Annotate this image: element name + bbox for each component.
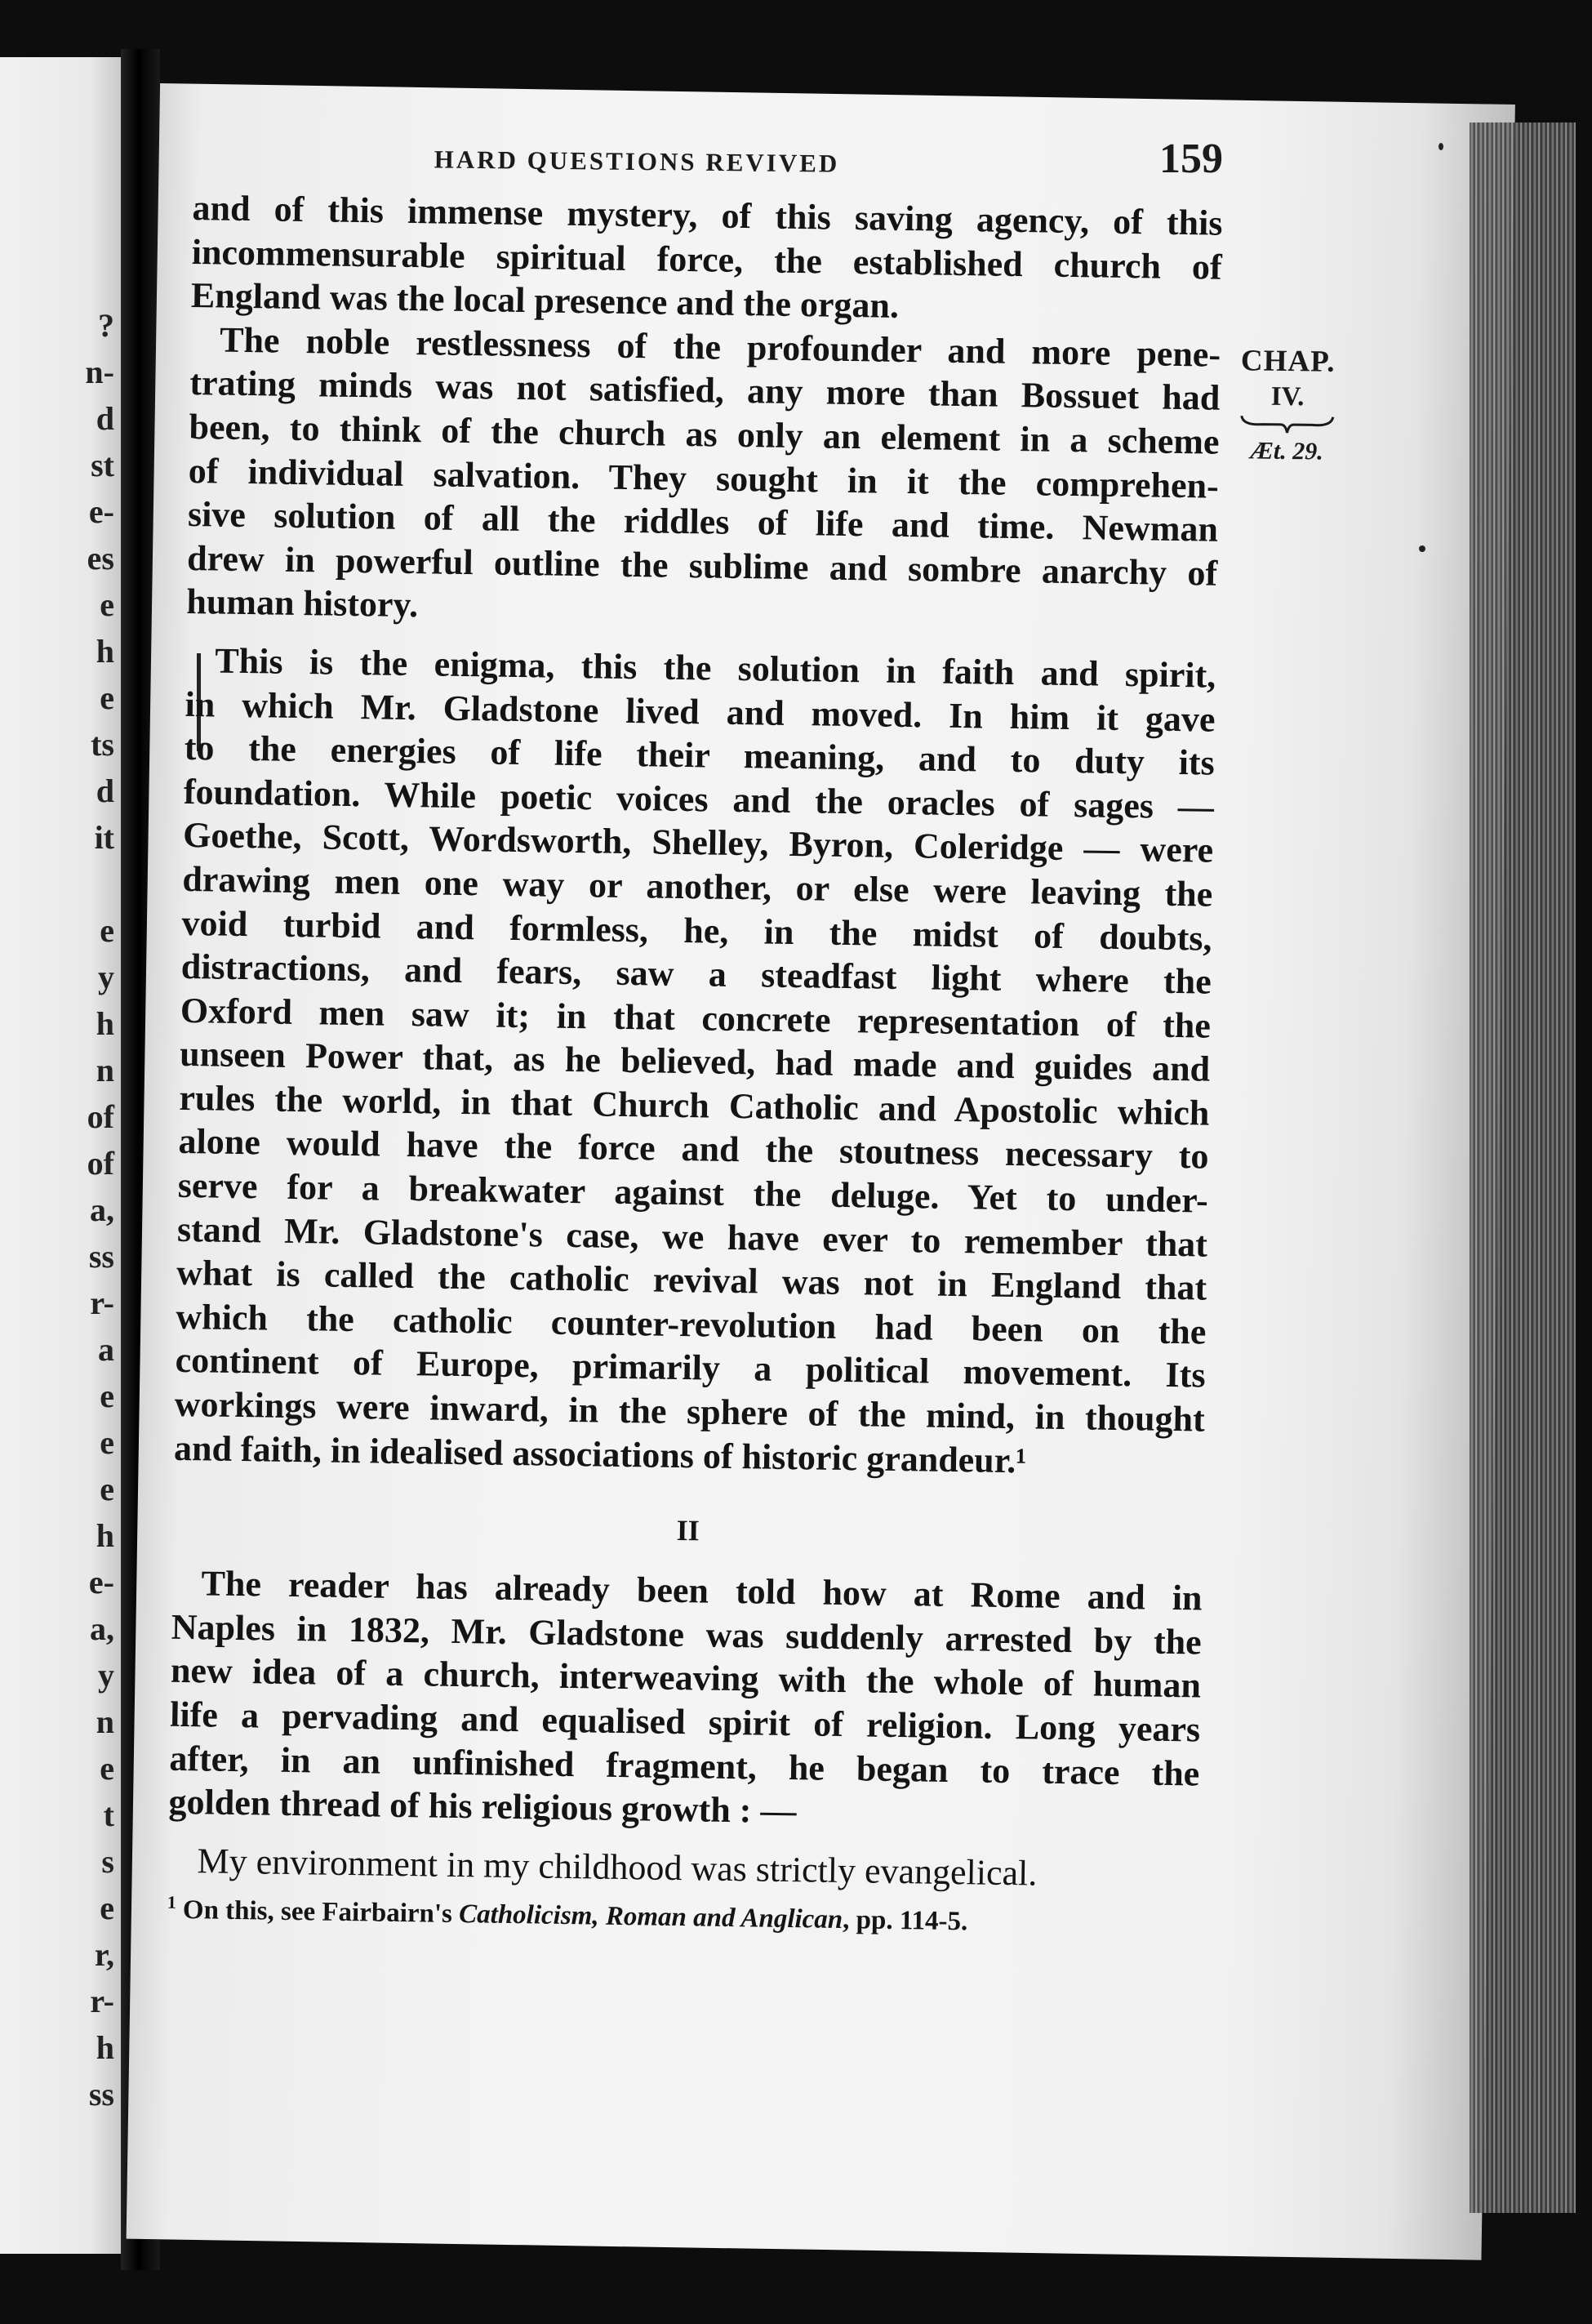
text-line: sive solution of all the riddles of life and time. Newman (187, 494, 1219, 550)
left-page-fragment: e (100, 586, 114, 623)
left-page-fragment: e- (88, 493, 114, 530)
left-page-fragment: r- (90, 1284, 114, 1321)
text-line: The reader has already been told how at Rome and in (201, 1563, 1203, 1618)
text-line: England was the local presence and the organ. (190, 275, 900, 327)
left-page-fragment: r, (94, 1936, 114, 1973)
left-page-fragment: it (94, 819, 114, 856)
left-page-fragment: ? (98, 307, 114, 344)
left-page-fragment: e (100, 679, 114, 716)
section-marker: II (676, 1514, 700, 1547)
left-page-fragment: e- (88, 1564, 114, 1601)
text-line: drawing men one way or another, or else were leaving the (182, 858, 1213, 915)
left-page-fragment: ts (91, 726, 114, 763)
chapter-label: CHAP. (1240, 344, 1336, 379)
text-line: and faith, in idealised associations of historic grandeur.¹ (173, 1427, 1027, 1480)
text-line: continent of Europe, primarily a political movement. Its (175, 1340, 1206, 1396)
left-page-fragment: t (103, 1796, 114, 1833)
text-line: life a pervading and equalised spirit of religion. Long years (169, 1694, 1201, 1750)
left-page-fragment: of (87, 1098, 114, 1135)
footnote-marker: 1 (167, 1892, 177, 1913)
left-page-fragment: d (96, 400, 114, 437)
left-page-fragment: ss (88, 1238, 114, 1275)
chapter-number: IV. (1270, 381, 1305, 412)
left-page-fragment: a, (90, 1191, 114, 1228)
left-page-fragment: st (91, 447, 114, 483)
text-line: unseen Power that, as he believed, had made and guides and (179, 1034, 1211, 1089)
footnote-pages: , pp. 114-5. (842, 1905, 968, 1937)
left-page-fragment: e (100, 1378, 114, 1414)
text-line: been, to think of the church as only an element in a scheme (189, 406, 1220, 462)
text-line: incommensurable spiritual force, the established church of (191, 231, 1223, 287)
scan-speck (1419, 545, 1425, 552)
left-page-fragment: y (98, 1657, 114, 1694)
text-line: and of this immense mystery, of this saving agency, of this (192, 187, 1223, 243)
left-page-fragment (62, 861, 114, 907)
left-page-fragment: h (96, 633, 114, 670)
text-line: void turbid and formless, he, in the midst of doubts, (181, 902, 1212, 959)
marginal-note (1234, 342, 1341, 466)
text-line: foundation. While poetic voices and the oracles of sages — (183, 771, 1215, 827)
left-page-fragment: a (98, 1331, 114, 1368)
text-line: of individual salvation. They sought in it the comprehen- (188, 450, 1220, 506)
left-page-fragment: e (100, 912, 114, 949)
left-page-fragment: d (96, 772, 114, 809)
text-line: workings were inward, in the sphere of the mind, in thought (174, 1383, 1206, 1440)
left-page-fragment: es (87, 540, 114, 577)
text-line: drew in powerful outline the sublime and sombre anarchy of (186, 537, 1218, 594)
age-note: Æt. 29. (1250, 437, 1324, 465)
left-page-fragment: r- (90, 1983, 114, 2019)
text-line: This is the enigma, this the solution in faith and spirit, (215, 640, 1216, 696)
scan-speck (1439, 143, 1443, 150)
left-page-fragment: h (96, 1005, 114, 1042)
footnote-title: Catholicism, Roman and Anglican (458, 1899, 843, 1935)
text-line: rules the world, in that Church Catholic and Apostolic which (179, 1077, 1210, 1133)
text-line: in which Mr. Gladstone lived and moved. In him it gave (185, 683, 1216, 740)
left-page-fragment: e (100, 1890, 114, 1926)
left-page-fragment: n (96, 1052, 114, 1089)
left-page-fragment: h (96, 2029, 114, 2066)
left-page-fragment: n (96, 1703, 114, 1740)
page-edges (1470, 122, 1576, 2213)
text-line: what is called the catholic revival was not in England that (176, 1253, 1207, 1308)
left-page-fragment: n- (85, 354, 114, 390)
page-body-text (167, 186, 1222, 1939)
text-line: new idea of a church, interweaving with the whole of human (170, 1650, 1202, 1706)
text-line: after, in an unfinished fragment, he began to trace the (169, 1738, 1200, 1794)
page-number: 159 (1159, 136, 1223, 182)
text-line: human history. (186, 581, 419, 626)
left-page-fragment: e (100, 1750, 114, 1787)
paragraph (191, 186, 1223, 332)
left-facing-page (0, 57, 121, 2254)
left-page-fragment: of (87, 1145, 114, 1182)
footnote-text: On this, see Fairbairn's (182, 1895, 460, 1930)
text-line: The noble restlessness of the profounder and more pene- (219, 319, 1221, 375)
text-line: trating minds was not satisfied, any more than Bossuet had (189, 363, 1221, 419)
left-page-fragment: h (96, 1517, 114, 1554)
quotation-line: My environment in my childhood was strictly evangelical. (197, 1841, 1038, 1894)
left-page-text-fragments (62, 302, 114, 2117)
text-line: which the catholic counter-revolution had been on the (176, 1296, 1207, 1352)
text-line: to the energies of life their meaning, and to duty its (184, 728, 1216, 783)
running-title: HARD QUESTIONS REVIVED (434, 145, 840, 178)
text-line: Oxford men saw it; in that concrete representation of the (180, 990, 1212, 1046)
left-page-fragment: ss (88, 2076, 114, 2113)
text-line: alone would have the force and the stoutness necessary to (178, 1121, 1209, 1178)
paragraph (168, 1561, 1203, 1839)
text-line: serve for a breakwater against the deluge. Yet to under- (177, 1164, 1209, 1221)
left-page-fragment: a, (90, 1610, 114, 1647)
text-line: golden thread of his religious growth : — (168, 1781, 797, 1832)
left-page-fragment: e (100, 1424, 114, 1461)
text-line: distractions, and fears, saw a steadfast light where the (180, 946, 1212, 1002)
text-line: Naples in 1832, Mr. Gladstone was suddenly arrested by the (171, 1606, 1203, 1663)
left-page-fragment: s (101, 1843, 114, 1880)
left-page-fragment: y (98, 959, 114, 995)
text-line: Goethe, Scott, Wordsworth, Shelley, Byron, Coleridge — were (182, 815, 1214, 870)
text-line: stand Mr. Gladstone's case, we have ever to remember that (176, 1209, 1208, 1265)
paragraph (174, 639, 1216, 1485)
paragraph (186, 318, 1221, 639)
brace-icon (1238, 412, 1336, 435)
left-page-fragment: e (100, 1471, 114, 1507)
